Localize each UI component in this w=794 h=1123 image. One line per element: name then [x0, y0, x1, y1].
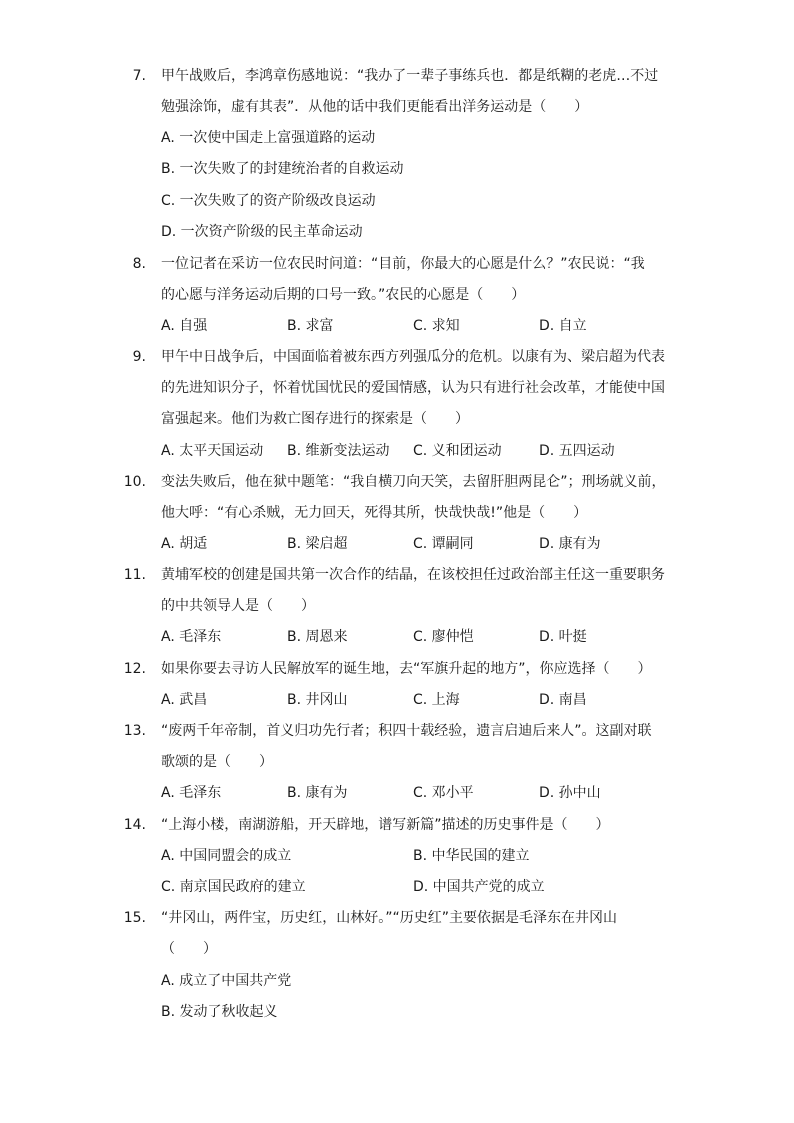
question-text-line: 勉强涂饰，虚有其表”．从他的话中我们更能看出洋务运动是（ ） [161, 99, 589, 115]
option-a: A. 自强 [161, 318, 208, 334]
option-a: A. 中国同盟会的成立 [161, 848, 292, 864]
option-b: B. 求富 [287, 318, 334, 334]
question-number: 9. [132, 349, 146, 365]
question-text-line: 的中共领导人是（ ） [161, 598, 315, 614]
question-text-line: 他大呼：“有心杀贼，无力回天，死得其所，快哉快哉!”他是（ ） [161, 505, 588, 521]
option-b: B. 康有为 [287, 785, 348, 801]
question-text-line: 如果你要去寻访人民解放军的诞生地，去“军旗升起的地方”，你应选择（ ） [161, 661, 652, 677]
option-c: C. 上海 [413, 692, 460, 708]
question-number: 8. [132, 256, 146, 272]
question-text-line: 一位记者在采访一位农民时问道：“目前，你最大的心愿是什么？”农民说：“我 [161, 256, 645, 272]
option-b: B. 发动了秋收起义 [161, 1004, 278, 1020]
option-b: B. 中华民国的建立 [413, 848, 530, 864]
option-d: D. 自立 [539, 318, 587, 334]
question-number: 12. [123, 661, 146, 677]
question-text-line: （ ） [161, 941, 217, 957]
option-a: A. 成立了中国共产党 [161, 973, 292, 989]
option-b: B. 一次失败了的封建统治者的自救运动 [161, 161, 404, 177]
option-c: C. 谭嗣同 [413, 536, 474, 552]
question-number: 14. [123, 817, 146, 833]
option-a: A. 毛泽东 [161, 785, 222, 801]
option-c: C. 南京国民政府的建立 [161, 879, 306, 895]
option-b: B. 井冈山 [287, 692, 348, 708]
question-text-line: 黄埔军校的创建是国共第一次合作的结晶，在该校担任过政治部主任这一重要职务 [161, 567, 665, 583]
option-b: B. 周恩来 [287, 629, 348, 645]
option-a: A. 胡适 [161, 536, 208, 552]
option-c: C. 义和团运动 [413, 443, 502, 459]
question-number: 7. [132, 68, 146, 84]
option-d: D. 叶挺 [539, 629, 587, 645]
option-a: A. 武昌 [161, 692, 208, 708]
option-d: D. 一次资产阶级的民主革命运动 [161, 224, 363, 240]
option-c: C. 求知 [413, 318, 460, 334]
option-b: B. 维新变法运动 [287, 443, 390, 459]
question-text-line: 甲午中日战争后，中国面临着被东西方列强瓜分的危机。以康有为、梁启超为代表 [161, 349, 665, 365]
question-number: 13. [123, 723, 146, 739]
option-d: D. 孙中山 [539, 785, 601, 801]
question-text-line: 的先进知识分子，怀着忧国忧民的爱国情感，认为只有进行社会改革，才能使中国 [161, 380, 665, 396]
option-a: A. 一次使中国走上富强道路的运动 [161, 130, 376, 146]
question-number: 15. [123, 910, 146, 926]
option-a: A. 太平天国运动 [161, 443, 264, 459]
option-c: C. 一次失败了的资产阶级改良运动 [161, 193, 376, 209]
option-d: D. 五四运动 [539, 443, 615, 459]
question-text-line: 变法失败后，他在狱中题笔：“我自横刀向天笑，去留肝胆两昆仑”；刑场就义前， [161, 474, 666, 490]
option-a: A. 毛泽东 [161, 629, 222, 645]
option-b: B. 梁启超 [287, 536, 348, 552]
question-text-line: “井冈山，两件宝，历史红，山林好。”“历史红”主要依据是毛泽东在井冈山 [161, 910, 618, 926]
option-d: D. 康有为 [539, 536, 601, 552]
option-d: D. 中国共产党的成立 [413, 879, 545, 895]
question-text-line: 甲午战败后，李鸿章伤感地说：“我办了一辈子事练兵也．都是纸糊的老虎…不过 [161, 68, 659, 84]
question-text-line: 的心愿与洋务运动后期的口号一致。”农民的心愿是（ ） [161, 287, 526, 303]
option-c: C. 邓小平 [413, 785, 474, 801]
question-number: 10. [123, 474, 146, 490]
question-text-line: “上海小楼，南湖游船，开天辟地，谱写新篇”描述的历史事件是（ ） [161, 817, 610, 833]
question-text-line: 富强起来。他们为救亡图存进行的探索是（ ） [161, 411, 469, 427]
question-text-line: “废两千年帝制，首义归功先行者；积四十载经验，遗言启迪后来人”。这副对联 [161, 723, 652, 739]
question-text-line: 歌颂的是（ ） [161, 754, 273, 770]
option-d: D. 南昌 [539, 692, 587, 708]
question-number: 11. [123, 567, 146, 583]
option-c: C. 廖仲恺 [413, 629, 474, 645]
